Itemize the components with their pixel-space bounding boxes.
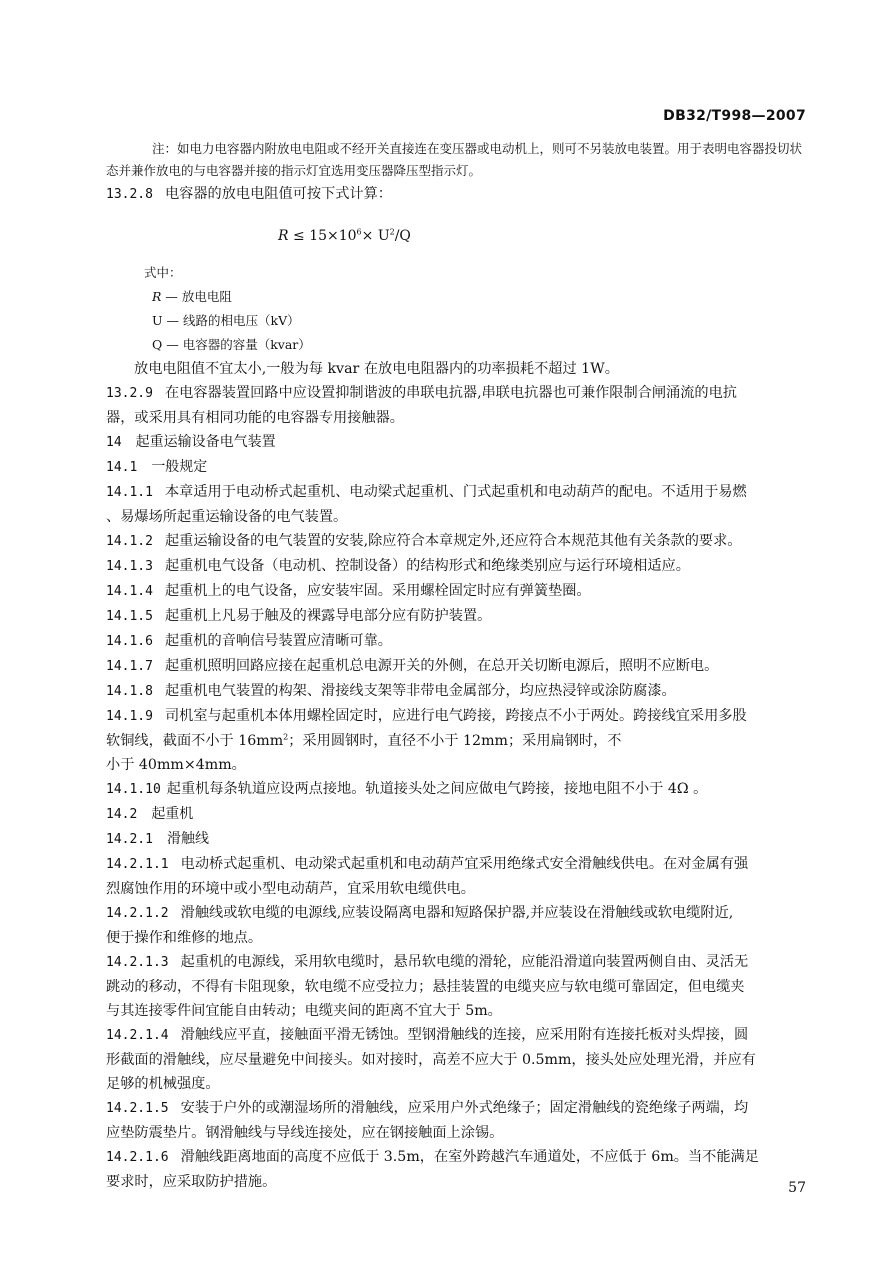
clause-14-1-2 (106, 529, 810, 554)
clause-14-1-3 (106, 554, 810, 579)
page-number: 57 (788, 1180, 806, 1196)
superscript: 2 (283, 732, 289, 742)
clause-text: 在电容器装置回路中应设置抑制谐波的串联电抗器,串联电抗器也可兼作限制合闸涌流的电抗 (164, 385, 737, 401)
formula-coef: 15×10 (309, 228, 357, 244)
clause-text: 司机室与起重机本体用螺栓固定时，应进行电气跨接，跨接点不小于两处。跨接线宜采用多股 (164, 708, 747, 724)
clause-number: 14.1.7 (106, 659, 153, 674)
clause-text: 电动桥式起重机、电动梁式起重机和电动葫芦宜采用绝缘式安全滑触线供电。在对金属有强 (180, 856, 749, 872)
clause-14-1-9 (106, 704, 810, 729)
formula-exp: 6 (356, 227, 362, 237)
clause-14-2-1-3-cont: 跳动的移动，不得有卡阻现象，软电缆不应受拉力；悬挂装置的电缆夹应与软电缆可靠固定，但电缆夹 (106, 979, 745, 995)
clause-14-2-1-4 (106, 1023, 810, 1048)
clause-number: 14.1.9 (106, 709, 153, 724)
clause-14-2-1-5 (106, 1096, 810, 1121)
definition-text: — 放电电阻 (165, 289, 232, 304)
heading-title: 起重运输设备电气装置 (135, 434, 276, 450)
clause-14-2-1-5-cont: 应垫防震垫片。钢滑触线与导线连接处，应在钢接触面上涂锡。 (106, 1125, 504, 1141)
clause-14-1-8 (106, 679, 810, 704)
note-paragraph: 注：如电力电容器内附放电电阻或不经开关直接连在变压器或电动机上，则可不另装放电装置。用于表明电容器投切状态并兼作放电的与电容器并接的指示灯宜选用变压器降压型指示灯。 (106, 141, 803, 178)
discharge-formula (278, 223, 810, 249)
clause-number: 14.1.5 (106, 609, 153, 624)
clause-text: 滑触线距离地面的高度不应低于 3.5m，在室外跨越汽车通道处，不应低于 6m。当不能满足 (180, 1149, 759, 1165)
clause-number: 14.2.1.1 (106, 857, 169, 872)
formula-lhs: R (278, 228, 289, 244)
heading-14 (106, 430, 810, 455)
heading-title: 一般规定 (151, 459, 208, 475)
clause-text: 起重机的音响信号装置应清晰可靠。 (164, 633, 392, 649)
clause-text: 起重运输设备的电气装置的安装,除应符合本章规定外,还应符合本规范其他有关条款的要求。 (164, 533, 742, 549)
clause-13-2-8 (106, 182, 810, 207)
definition-text: — 线路的相电压（kV） (166, 313, 300, 328)
formula-mid: × U (361, 228, 390, 244)
clause-text: 起重机电气装置的构架、滑接线支架等非带电金属部分，均应热浸锌或涂防腐漆。 (164, 683, 676, 699)
formula-rhs: /Q (394, 228, 411, 244)
clause-text: 滑触线或软电缆的电源线,应装设隔离电器和短路保护器,并应装设在滑触线或软电缆附近, (180, 905, 734, 921)
clause-13-2-9 (106, 381, 810, 406)
formula-op: ≤ (293, 228, 305, 244)
definition-u (152, 309, 810, 333)
clause-number: 14.1.3 (106, 559, 153, 574)
where-label: 式中： (144, 265, 182, 280)
clause-14-1-1 (106, 480, 810, 505)
clause-text: 安装于户外的或潮湿场所的滑触线，应采用户外式绝缘子；固定滑触线的瓷绝缘子两端，均 (180, 1100, 749, 1116)
clause-number: 14.2.1.5 (106, 1101, 169, 1116)
formula-exp2: 2 (389, 227, 395, 237)
clause-14-2-1-4-cont2: 足够的机械强度。 (106, 1076, 220, 1092)
definition-symbol: U (152, 313, 163, 328)
clause-14-1-9-cont (106, 729, 810, 753)
clause-14-2-1-3-cont2: 与其连接零件间宜能自由转动；电缆夹间的距离不宜大于 5m。 (106, 1003, 502, 1019)
clause-number: 13.2.9 (106, 386, 153, 401)
definition-symbol: R (152, 289, 162, 304)
clause-14-1-1-cont: 、易爆场所起重运输设备的电气装置。 (106, 509, 348, 525)
heading-14-2-1 (106, 827, 810, 852)
heading-14-2 (106, 802, 810, 827)
clause-text: 起重机的电源线，采用软电缆时，悬吊软电缆的滑轮，应能沿滑道向装置两侧自由、灵活无 (180, 954, 749, 970)
definition-text: — 电容器的容量（kvar） (166, 337, 311, 352)
clause-text: 起重机每条轨道应设两点接地。轨道接头处之间应做电气跨接，接地电阻不小于 4Ω 。 (166, 781, 708, 797)
clause-text: 电容器的放电电阻值可按下式计算： (164, 186, 392, 202)
clause-14-2-1-1 (106, 852, 810, 877)
clause-number: 14.1.6 (106, 634, 153, 649)
clause-text: 起重机上的电气设备，应安装牢固。采用螺栓固定时应有弹簧垫圈。 (164, 583, 591, 599)
clause-text: 软铜线，截面不小于 16mm (106, 733, 284, 749)
clause-14-1-4 (106, 579, 810, 604)
definition-r (152, 285, 810, 309)
heading-number: 14.2 (106, 807, 138, 822)
clause-14-1-5 (106, 604, 810, 629)
clause-number: 13.2.8 (106, 187, 153, 202)
clause-number: 14.1.8 (106, 684, 153, 699)
page-content (106, 138, 810, 1194)
definition-q (152, 333, 810, 357)
clause-number: 14.2.1.3 (106, 955, 169, 970)
clause-14-2-1-2-cont: 便于操作和维修的地点。 (106, 930, 263, 946)
heading-number: 14.1 (106, 460, 138, 475)
clause-text: 本章适用于电动桥式起重机、电动梁式起重机、门式起重机和电动葫芦的配电。不适用于易燃 (164, 484, 747, 500)
heading-number: 14.2.1 (106, 832, 153, 847)
clause-text: 滑触线应平直，接触面平滑无锈蚀。型钢滑触线的连接，应采用附有连接托板对头焊接，圆 (180, 1027, 749, 1043)
clause-text: 起重机电气设备（电动机、控制设备）的结构形式和绝缘类别应与运行环境相适应。 (164, 558, 690, 574)
heading-title: 起重机 (151, 806, 194, 822)
clause-text: 起重机上凡易于触及的裸露导电部分应有防护装置。 (164, 608, 492, 624)
paragraph-discharge: 放电电阻值不宜太小,一般为每 kvar 在放电电阻器内的功率损耗不超过 1W。 (134, 361, 619, 377)
clause-text: 起重机照明回路应接在起重机总电源开关的外侧，在总开关切断电源后，照明不应断电。 (164, 658, 719, 674)
clause-14-2-1-2 (106, 901, 810, 926)
clause-14-2-1-3 (106, 950, 810, 975)
clause-number: 14.1.4 (106, 584, 153, 599)
clause-number: 14.1.10 (106, 782, 161, 797)
clause-14-2-1-6-cont: 要求时，应采取防护措施。 (106, 1174, 277, 1190)
clause-14-2-1-1-cont: 烈腐蚀作用的环境中或小型电动葫芦，宜采用软电缆供电。 (106, 881, 475, 897)
clause-number: 14.1.2 (106, 534, 153, 549)
clause-14-1-7 (106, 654, 810, 679)
clause-number: 14.2.1.2 (106, 906, 169, 921)
heading-number: 14 (106, 435, 122, 450)
document-code: DB32/T998—2007 (663, 108, 806, 124)
heading-14-1 (106, 455, 810, 480)
clause-14-1-10 (106, 777, 810, 802)
heading-title: 滑触线 (166, 831, 209, 847)
definition-symbol: Q (152, 337, 163, 352)
clause-14-2-1-6 (106, 1145, 810, 1170)
clause-14-1-9-cont2: 小于 40mm×4mm。 (106, 757, 246, 773)
clause-number: 14.2.1.4 (106, 1028, 169, 1043)
clause-number: 14.1.1 (106, 485, 153, 500)
clause-number: 14.2.1.6 (106, 1150, 169, 1165)
clause-14-1-6 (106, 629, 810, 654)
clause-13-2-9-cont: 器，或采用具有相同功能的电容器专用接触器。 (106, 410, 404, 426)
clause-14-2-1-4-cont: 形截面的滑触线，应尽量避免中间接头。如对接时，高差不应大于 0.5mm，接头处应处理光滑，并应有 (106, 1052, 756, 1068)
clause-text: ；采用圆钢时，直径不小于 12mm；采用扁钢时，不 (288, 733, 622, 749)
